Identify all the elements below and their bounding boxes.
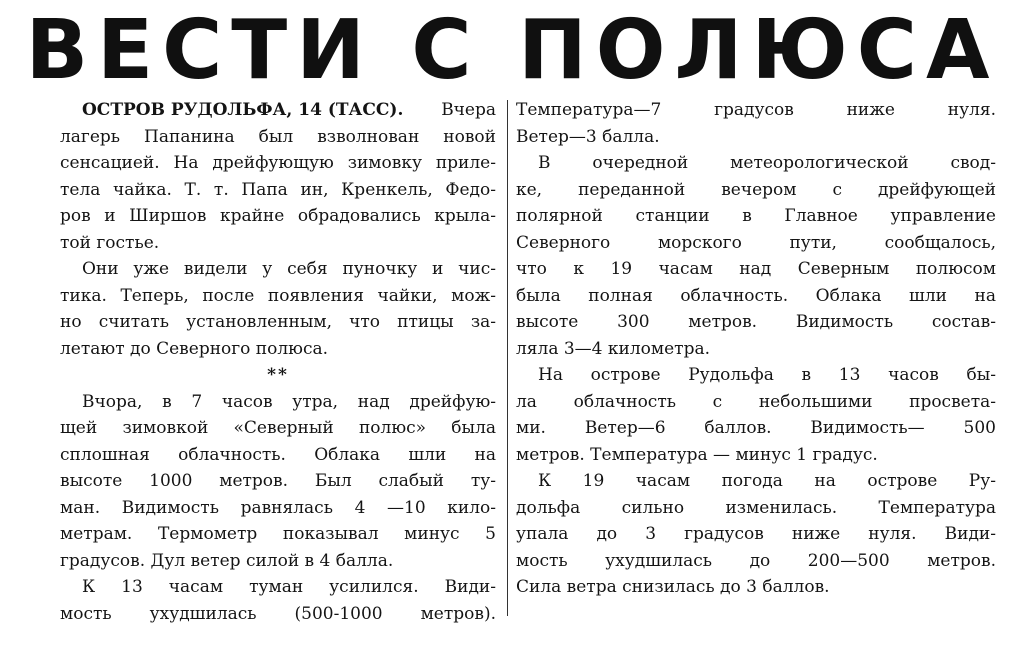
article-line: ла облачность с небольшими просвета- xyxy=(516,391,996,412)
article-line: метров. Температура — минус 1 градус. xyxy=(516,444,878,465)
article-line: К 13 часам туман усилился. Види- xyxy=(82,577,496,597)
article-line: мость ухудшилась (500-1000 метров). xyxy=(60,603,496,624)
article-line: ман. Видимость равнялась 4 —10 кило- xyxy=(60,497,496,518)
left-column xyxy=(60,97,496,627)
article-line: мость ухудшилась до 200—500 метров. xyxy=(516,550,996,571)
article-line: дольфа сильно изменилась. Температура xyxy=(516,497,996,518)
article-line: Сила ветра снизилась до 3 баллов. xyxy=(516,577,830,597)
article-line: Они уже видели у себя пуночку и чис- xyxy=(82,259,496,279)
first-line-word: Вчера xyxy=(441,100,496,120)
article-line: К 19 часам погода на острове Ру- xyxy=(538,471,996,491)
article-line: что к 19 часам над Северным полюсом xyxy=(516,259,996,279)
column-divider xyxy=(507,100,508,616)
article-line: На острове Рудольфа в 13 часов бы- xyxy=(538,365,996,385)
article-line: сенсацией. На дрейфующую зимовку приле- xyxy=(60,153,496,173)
article-line: Температура—7 градусов ниже нуля. xyxy=(516,100,996,120)
article-line: В очередной метеорологической свод- xyxy=(538,153,996,173)
article-line: ров и Ширшов крайне обрадовались крыла- xyxy=(60,206,496,226)
article-line: градусов. Дул ветер силой в 4 балла. xyxy=(60,550,394,571)
article-line: тика. Теперь, после появления чайки, мож- xyxy=(60,285,496,306)
first-line xyxy=(60,97,496,124)
article-line: ми. Ветер—6 баллов. Видимость— 500 xyxy=(516,418,996,438)
article-line: тела чайка. Т. т. Папа ин, Кренкель, Федо- xyxy=(60,179,496,200)
article-line: летают до Северного полюса. xyxy=(60,338,329,359)
article-line: метрам. Термометр показывал минус 5 xyxy=(60,524,496,544)
article-line: Северного морского пути, сообщалось, xyxy=(516,232,996,253)
article-line: упала до 3 градусов ниже нуля. Види- xyxy=(516,524,996,544)
article-line: но считать установленным, что птицы за- xyxy=(60,312,496,332)
dateline: ОСТРОВ РУДОЛЬФА, 14 (ТАСС). xyxy=(82,100,404,120)
article-line: ке, переданной вечером с дрейфующей xyxy=(516,179,996,200)
article-line: щей зимовкой «Северный полюс» была xyxy=(60,418,496,438)
article-line: ляла 3—4 километра. xyxy=(516,338,710,359)
article-line: лагерь Папанина был взволнован новой xyxy=(60,126,496,147)
article-line: той гостье. xyxy=(60,232,160,253)
article-line: Ветер—3 балла. xyxy=(516,126,660,147)
article-line: была полная облачность. Облака шли на xyxy=(516,285,996,306)
section-separator-stars: ** xyxy=(267,365,289,385)
article-line: высоте 1000 метров. Был слабый ту- xyxy=(60,471,496,491)
article-line: Вчора, в 7 часов утра, над дрейфую- xyxy=(82,391,496,412)
article-line: высоте 300 метров. Видимость состав- xyxy=(516,312,996,332)
article-line: сплошная облачность. Облака шли на xyxy=(60,444,496,465)
headline: ВЕСТИ С ПОЛЮСА xyxy=(25,3,999,98)
article-line: полярной станции в Главное управление xyxy=(516,206,996,226)
right-column xyxy=(516,97,996,601)
